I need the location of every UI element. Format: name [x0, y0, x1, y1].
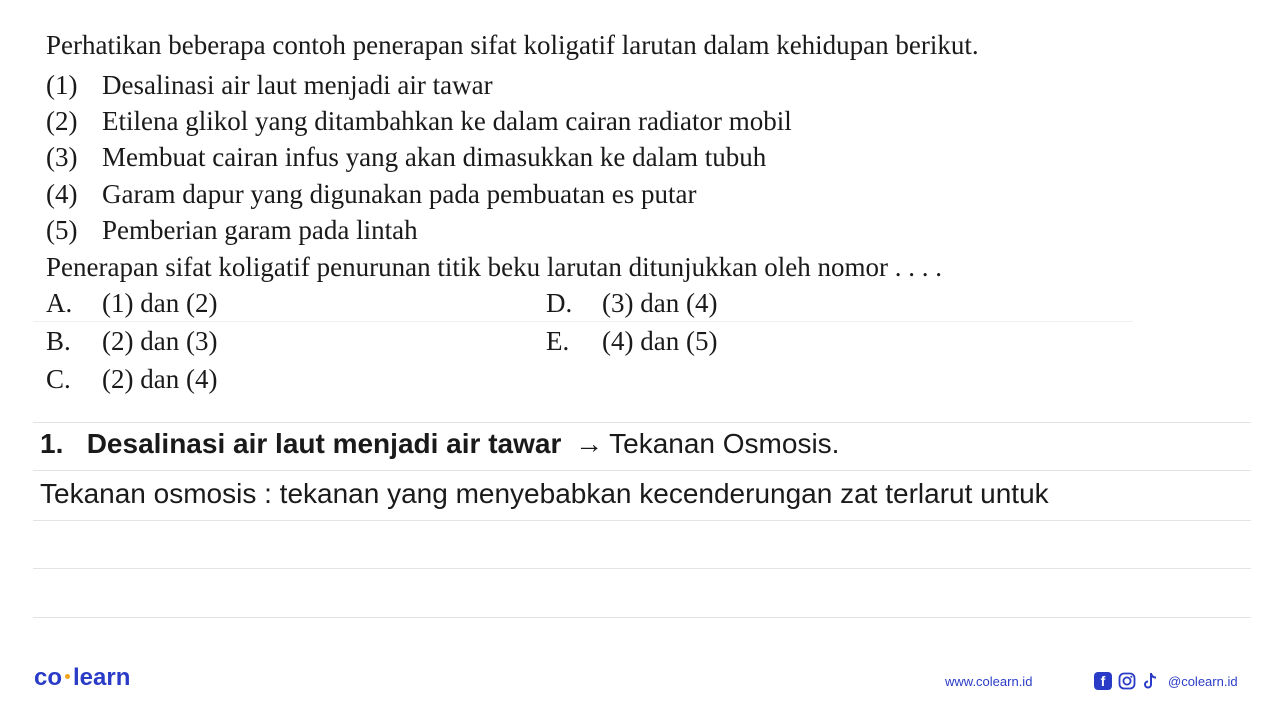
- item-text: Membuat cairan infus yang akan dimasukkan ke dalam tubuh: [102, 142, 767, 172]
- list-item: [46, 106, 792, 137]
- item-text: Etilena glikol yang ditambahkan ke dalam cairan radiator mobil: [102, 106, 792, 136]
- item-number: (3): [46, 142, 78, 172]
- divider: [33, 470, 1251, 471]
- answer-option-a[interactable]: [46, 288, 217, 319]
- answer-option-d[interactable]: [546, 288, 717, 319]
- tiktok-icon[interactable]: [1142, 672, 1160, 690]
- divider: [33, 321, 1133, 322]
- answer-option-e[interactable]: [546, 326, 717, 357]
- option-text: (2) dan (4): [102, 364, 218, 394]
- logo-right-text: learn: [73, 664, 131, 691]
- answer-option-c[interactable]: [46, 364, 217, 395]
- social-handle[interactable]: @colearn.id: [1168, 673, 1238, 689]
- item-number: (4): [46, 179, 78, 209]
- question-intro: Perhatikan beberapa contoh penerapan sifat koligatif larutan dalam kehidupan berikut.: [46, 30, 979, 60]
- divider: [33, 520, 1251, 521]
- option-letter: B.: [46, 326, 71, 356]
- logo-left-text: co: [34, 664, 63, 691]
- social-links: [1094, 670, 1238, 692]
- option-text: (1) dan (2): [102, 288, 218, 318]
- solution-body: Tekanan osmosis : tekanan yang menyebabkan kecenderungan zat terlarut untuk: [40, 478, 1049, 509]
- list-item: [46, 70, 493, 101]
- option-letter: E.: [546, 326, 570, 356]
- divider: [33, 617, 1251, 618]
- solution-result: Tekanan Osmosis.: [609, 428, 840, 459]
- facebook-icon[interactable]: f: [1094, 672, 1112, 690]
- instagram-icon[interactable]: [1118, 672, 1136, 690]
- list-item: [46, 215, 418, 246]
- option-letter: A.: [46, 288, 73, 318]
- answer-option-b[interactable]: [46, 326, 217, 357]
- question-stem: Penerapan sifat koligatif penurunan titik beku larutan ditunjukkan oleh nomor . . . .: [46, 252, 943, 282]
- list-item: [46, 179, 697, 210]
- item-text: Pemberian garam pada lintah: [102, 215, 418, 245]
- website-link[interactable]: www.colearn.id: [945, 674, 1033, 689]
- option-letter: C.: [46, 364, 71, 394]
- solution-heading: Desalinasi air laut menjadi air tawar: [86, 428, 562, 459]
- solution-number: 1.: [40, 428, 64, 459]
- logo-dot: [65, 674, 70, 679]
- option-text: (4) dan (5): [602, 326, 718, 356]
- divider: [33, 422, 1251, 423]
- item-text: Garam dapur yang digunakan pada pembuatan es putar: [102, 179, 697, 209]
- item-number: (2): [46, 106, 78, 136]
- colearn-logo: [34, 664, 130, 692]
- list-item: [46, 142, 766, 173]
- item-number: (5): [46, 215, 78, 245]
- item-number: (1): [46, 70, 78, 100]
- solution-title: [40, 428, 839, 460]
- option-text: (2) dan (3): [102, 326, 218, 356]
- right-arrow-icon: →: [575, 428, 604, 459]
- option-letter: D.: [546, 288, 573, 318]
- item-text: Desalinasi air laut menjadi air tawar: [102, 70, 493, 100]
- divider: [33, 568, 1251, 569]
- option-text: (3) dan (4): [602, 288, 718, 318]
